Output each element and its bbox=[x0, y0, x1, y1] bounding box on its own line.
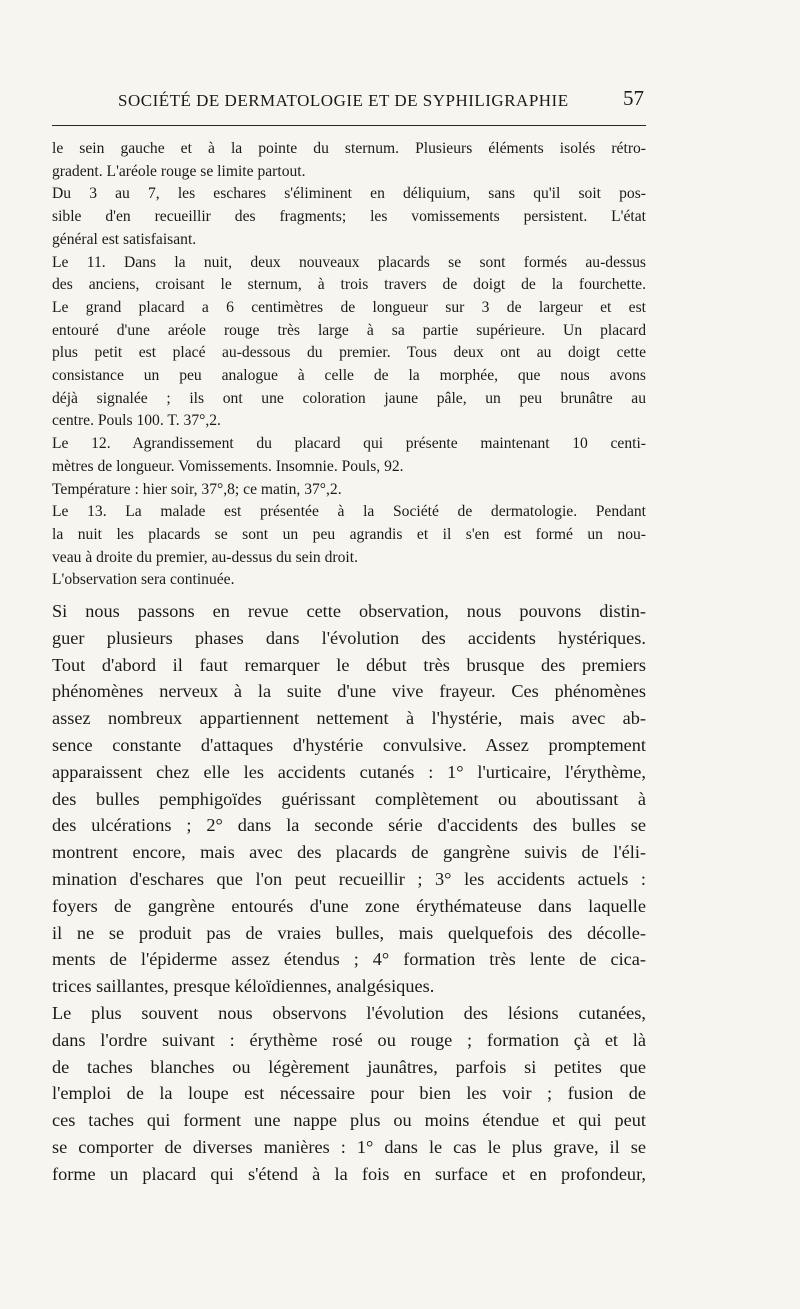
text-line: phénomènes nerveux à la suite d'une vive frayeur. Ces phénomènes bbox=[52, 681, 646, 702]
text-line: Le 11. Dans la nuit, deux nouveaux placards se sont formés au-dessus bbox=[52, 253, 646, 271]
text-line: le sein gauche et à la pointe du sternum. Plusieurs éléments isolés rétro- bbox=[52, 140, 646, 157]
text-line: guer plusieurs phases dans l'évolution des accidents hystériques. bbox=[52, 627, 646, 648]
discussion-text bbox=[52, 598, 646, 1188]
text-line: mination d'eschares que l'on peut recueillir ; 3° les accidents actuels : bbox=[52, 868, 646, 889]
text-line: entouré d'une aréole rouge très large à sa partie supérieure. Un placard bbox=[52, 321, 646, 339]
text-line: trices saillantes, presque kéloïdiennes, analgésiques. bbox=[52, 976, 435, 997]
text-line: Du 3 au 7, les eschares s'éliminent en déliquium, sans qu'il soit pos- bbox=[52, 185, 646, 203]
text-line: apparaissent chez elle les accidents cutanés : 1° l'urticaire, l'érythème, bbox=[52, 761, 646, 782]
text-line: de taches blanches ou légèrement jaunâtres, parfois si petites que bbox=[52, 1056, 646, 1077]
text-line: Tout d'abord il faut remarquer le début très brusque des premiers bbox=[52, 654, 646, 675]
text-line: gradent. L'aréole rouge se limite partout. bbox=[52, 162, 306, 180]
text-line: des bulles pemphigoïdes guérissant complètement ou aboutissant à bbox=[52, 788, 646, 809]
text-line: foyers de gangrène entourés d'une zone érythémateuse dans laquelle bbox=[52, 895, 646, 916]
running-head bbox=[52, 86, 646, 116]
text-line: il ne se produit pas de vraies bulles, mais quelquefois des décolle- bbox=[52, 922, 646, 943]
text-line: Le 13. La malade est présentée à la Société de dermatologie. Pendant bbox=[52, 503, 646, 521]
running-title: SOCIÉTÉ DE DERMATOLOGIE ET DE SYPHILIGRAPHIE bbox=[118, 91, 569, 110]
text-line: ces taches qui forment une nappe plus ou moins étendue et qui peut bbox=[52, 1110, 646, 1131]
text-line: Le 12. Agrandissement du placard qui présente maintenant 10 centi- bbox=[52, 435, 646, 453]
text-line: se comporter de diverses manières : 1° dans le cas le plus grave, il se bbox=[52, 1136, 646, 1157]
text-line: déjà signalée ; ils ont une coloration jaune pâle, un peu brunâtre au bbox=[52, 389, 646, 407]
text-line: Température : hier soir, 37°,8; ce matin, 37°,2. bbox=[52, 480, 342, 498]
text-line: Le plus souvent nous observons l'évolution des lésions cutanées, bbox=[52, 1002, 646, 1023]
case-observation-text bbox=[52, 138, 646, 592]
text-line: Si nous passons en revue cette observation, nous pouvons distin- bbox=[52, 601, 646, 621]
text-line: mètres de longueur. Vomissements. Insomnie. Pouls, 92. bbox=[52, 457, 404, 475]
text-line: ments de l'épiderme assez étendus ; 4° formation très lente de cica- bbox=[52, 949, 646, 970]
text-line: L'observation sera continuée. bbox=[52, 571, 235, 589]
text-line: dans l'ordre suivant : érythème rosé ou rouge ; formation çà et là bbox=[52, 1029, 646, 1050]
text-line: la nuit les placards se sont un peu agrandis et il s'en est formé un nou- bbox=[52, 525, 646, 543]
text-line: Le grand placard a 6 centimètres de longueur sur 3 de largeur et est bbox=[52, 298, 646, 316]
text-line: centre. Pouls 100. T. 37°,2. bbox=[52, 412, 221, 430]
text-line: veau à droite du premier, au-dessus du sein droit. bbox=[52, 548, 358, 566]
text-line: l'emploi de la loupe est nécessaire pour bien les voir ; fusion de bbox=[52, 1083, 646, 1104]
text-line: consistance un peu analogue à celle de la morphée, que nous avons bbox=[52, 367, 646, 385]
text-line: des anciens, croisant le sternum, à trois travers de doigt de la fourchette. bbox=[52, 276, 646, 294]
text-line: montrent encore, mais avec des placards de gangrène suivis de l'éli- bbox=[52, 842, 646, 863]
header-rule bbox=[52, 125, 646, 126]
text-line: plus petit est placé au-dessous du premier. Tous deux ont au doigt cette bbox=[52, 344, 646, 362]
page-number: 57 bbox=[623, 86, 644, 110]
text-line: des ulcérations ; 2° dans la seconde série d'accidents des bulles se bbox=[52, 815, 646, 836]
text-line: général est satisfaisant. bbox=[52, 230, 197, 248]
text-line: assez nombreux appartiennent nettement à l'hystérie, mais avec ab- bbox=[52, 708, 646, 729]
text-line: sence constante d'attaques d'hystérie convulsive. Assez promptement bbox=[52, 734, 646, 755]
text-line: sible d'en recueillir des fragments; les vomissements persistent. L'état bbox=[52, 208, 646, 226]
text-line: forme un placard qui s'étend à la fois en surface et en profondeur, bbox=[52, 1163, 646, 1184]
